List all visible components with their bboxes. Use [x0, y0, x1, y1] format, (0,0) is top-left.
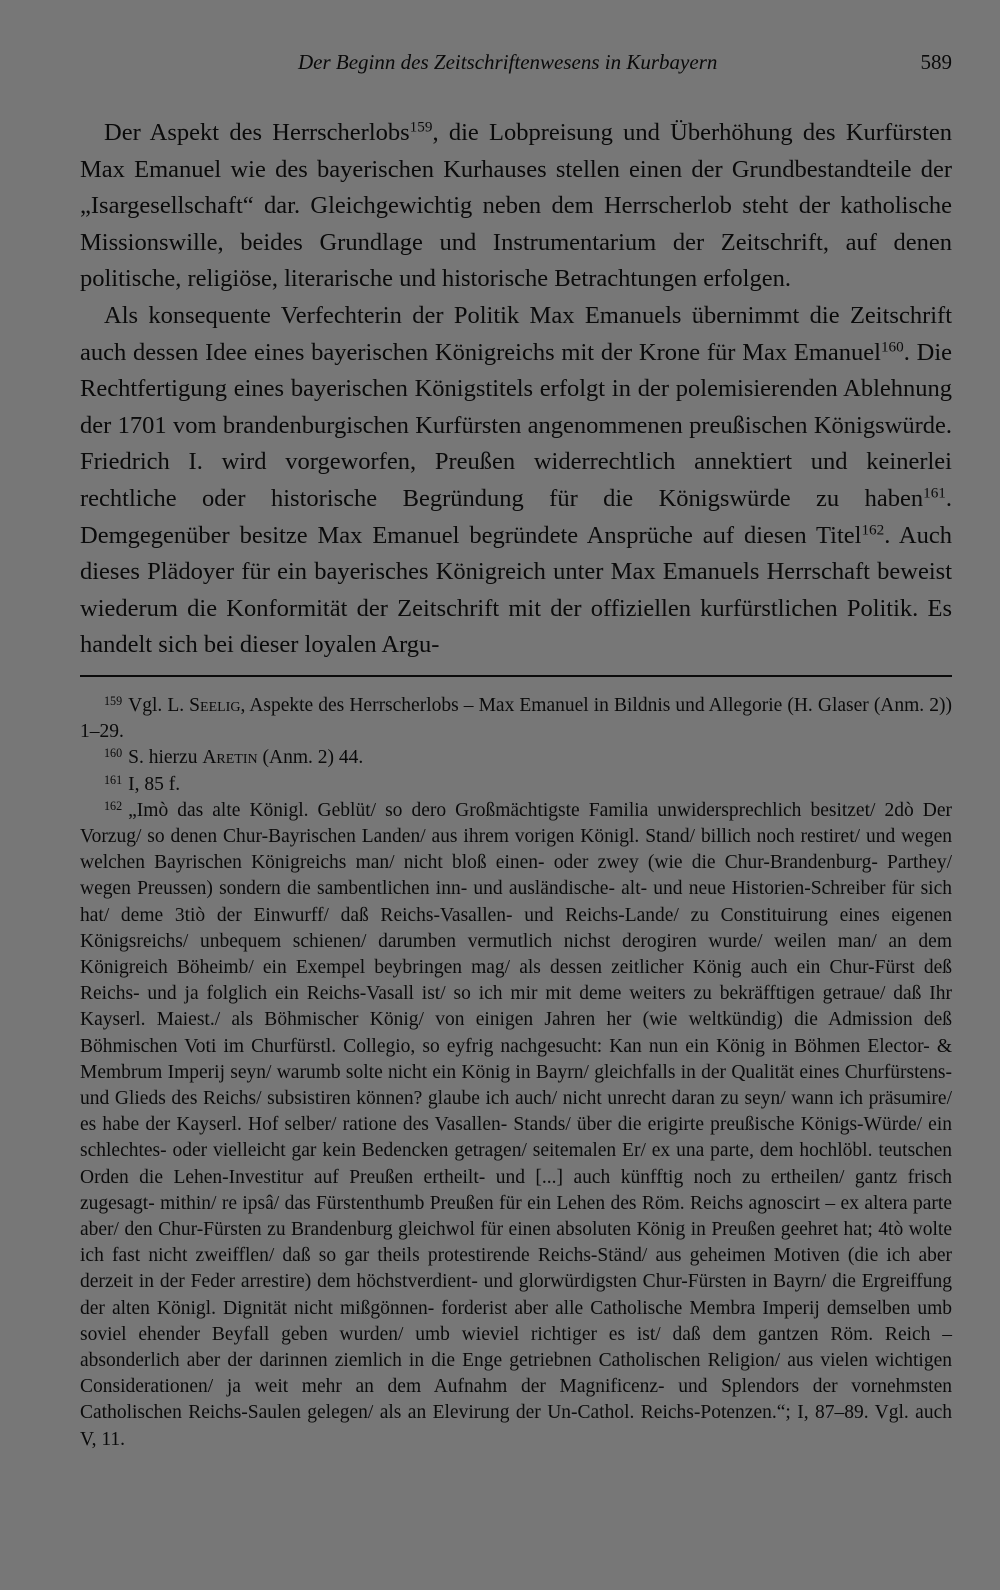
footnote-text: „Imò das alte Königl. Geblüt/ so dero Großmächtigste Familia unwidersprechlich besitzet/ 2dò Der Vorzug/ so denen Chur-Bayrischen Landen/ aus ihrem vorigen Königl. Stand/ billich noch restiret/ und wegen welchen Bayrischen Königreichs man/ nicht bloß einen- oder zwey (wie die Chur-Brandenburg- Parthey/ wegen Preussen) sondern die sambentlichen inn- und ausländische- alt- und neue Historien-Schreiber für sich hat/ deme 3tiò der Einwurff/ daß Reichs-Vasallen- und Reichs-Lande/ zu Constituirung eines eigenen Königsreichs/ unbequem schienen/ darumben vermutlich nichst derogiren wurde/ weilen man/ an dem Königreich Böheimb/ ein Exempel beybringen mag/ als dessen zeitlicher König auch ein Chur-Fürst deß Reichs- und ja folglich ein Reichs-Vasall ist/ so ich mir mit deme weiters zu bekräfftigen getraue/ daß Ihr Kayserl. Maiest./ als Böhmischer König/ von einigen Jahren her (wie weltkündig) die Admission deß Böhmischen Voti im Churfürstl. Collegio, so eyfrig nachgesucht: Kan nun ein König in Böhmen Elector- & Membrum Imperij seyn/ warumb solte nicht ein König in Bayrn/ gleichfalls in der Qualität eines Churfürstens- und Glieds des Reichs/ subsistiren können? glaube ich auch/ nicht unrecht daran zu seyn/ wann ich präsumire/ es habe der Kayserl. Hof selber/ ratione des Vasallen- Stands/ über die erigirte preußische Königs-Würde/ ein schlechtes- oder vielleicht gar kein Bedencken getragen/ seitemalen Er/ ex una parte, dem hochlöbl. teutschen Orden die Lehen-Investitur auf Preußen ertheilt- und [...] auch künfftig noch zu ertheilen/ gantz frisch zugesagt- mithin/ re ipsâ/ das Fürstenthumb Preußen für ein Lehen des Röm. Reichs agnoscirt – ex altera parte aber/ den Chur-Fürsten zu Brandenburg gleichwol für einen absoluten König in Preußen geehret hat; 4tò wolte ich fast nicht zweifflen/ daß so gar theils protestirende Reichs-Ständ/ aus geheimen Motiven (die ich aber derzeit in der Feder arrestire) dem höchstverdient- und glorwürdigsten Chur-Fürsten in Bayrn/ die Ergreiffung der alten Königl. Dignität nicht mißgönnen- forderist aber alle Catholische Membra Imperij demselben umb soviel ehender Beyfall geben wurden/ umb wieviel richtiger es ist/ daß dem gantzen Röm. Reich – absonderlich aber der darinnen ziemlich in die Enge getriebnen Catholischen Religion/ aus vielen wichtigen Considerationen/ ja weit mehr an dem Aufnahm der Magnificenz- und Splendors der vornehmsten Catholischen Reichs-Saulen gelegen/ als an Elevirung der Un-Cathol. Reichs-Potenzen.“; I, 87–89. Vgl. auch V, 11. [80, 799, 952, 1450]
footnote-160 [80, 745, 952, 771]
footnote-161 [80, 772, 952, 798]
footnote-ref-159: 159 [409, 118, 433, 136]
footnote-ref-160: 160 [880, 338, 904, 356]
paragraph-2 [80, 298, 952, 664]
footnote-number: 161 [104, 772, 123, 787]
running-header [80, 50, 952, 86]
footnote-author: Aretin [202, 747, 258, 769]
footnote-number: 159 [104, 693, 123, 708]
footnotes [80, 693, 952, 1453]
main-text [80, 115, 952, 664]
paragraph-2-text-d: . Auch dieses Plädoyer für ein bayerisches Königreich unter Max Emanuels Herrschaft beweist wiederum die Konformität der Zeitschrift mit der offiziellen kurfürstlichen Politik. Es handelt sich bei dieser loyalen Argu- [80, 521, 952, 659]
footnote-ref-161: 161 [923, 484, 946, 502]
paragraph-2-text-a: Als konsequente Verfechterin der Politik Max Emanuels übernimmt die Zeitschrift auch dessen Idee eines bayerischen Königreichs mit der Krone für Max Emanuel [80, 301, 952, 366]
footnote-number: 160 [104, 746, 123, 761]
footnote-text: I, 85 f. [128, 773, 181, 795]
footnote-159 [80, 693, 952, 745]
footnote-ref-162: 162 [861, 521, 885, 539]
footnote-text-rest: , Aspekte des Herrscherlobs – Max Emanuel in Bildnis und Allegorie (H. Glaser (Anm. 2)) 1–29. [80, 695, 952, 743]
footnote-number: 162 [104, 798, 123, 813]
paragraph-1-text-b: , die Lobpreisung und Überhöhung des Kurfürsten Max Emanuel wie des bayerischen Kurhauses stellen einen der Grundbestandteile der „Isargesellschaft“ dar. Gleichgewichtig neben dem Herrscherlob steht der katholische Missionswille, beides Grundlage und Instrumentarium der Zeitschrift, auf denen politische, religiöse, literarische und historische Betrachtungen erfolgen. [80, 119, 952, 293]
footnote-separator [80, 675, 952, 677]
page-number: 589 [920, 50, 952, 74]
paragraph-2-text-b: . Die Rechtfertigung eines bayerischen Königstitels erfolgt in der polemisierenden Ablehnung der 1701 vom brandenburgischen Kurfürsten angenommenen preußischen Königswürde. Friedrich I. wird vorgeworfen, Preußen widerrechtlich annektiert und keinerlei rechtliche oder historische Begründung für die Königswürde zu haben [80, 338, 952, 512]
footnote-162 [80, 798, 952, 1453]
paragraph-1 [80, 115, 952, 298]
footnote-text-rest: (Anm. 2) 44. [257, 747, 364, 769]
footnote-text: Vgl. L. [128, 695, 190, 716]
footnote-author: Seelig [189, 695, 241, 716]
paragraph-2-text-c: . Demgegenüber besitze Max Emanuel begründete Ansprüche auf diesen Titel [80, 484, 952, 549]
running-head-title: Der Beginn des Zeitschriftenwesens in Kurbayern [298, 50, 718, 74]
footnote-text: S. hierzu [128, 747, 203, 769]
paragraph-1-text-a: Der Aspekt des Herrscherlobs [104, 119, 410, 146]
